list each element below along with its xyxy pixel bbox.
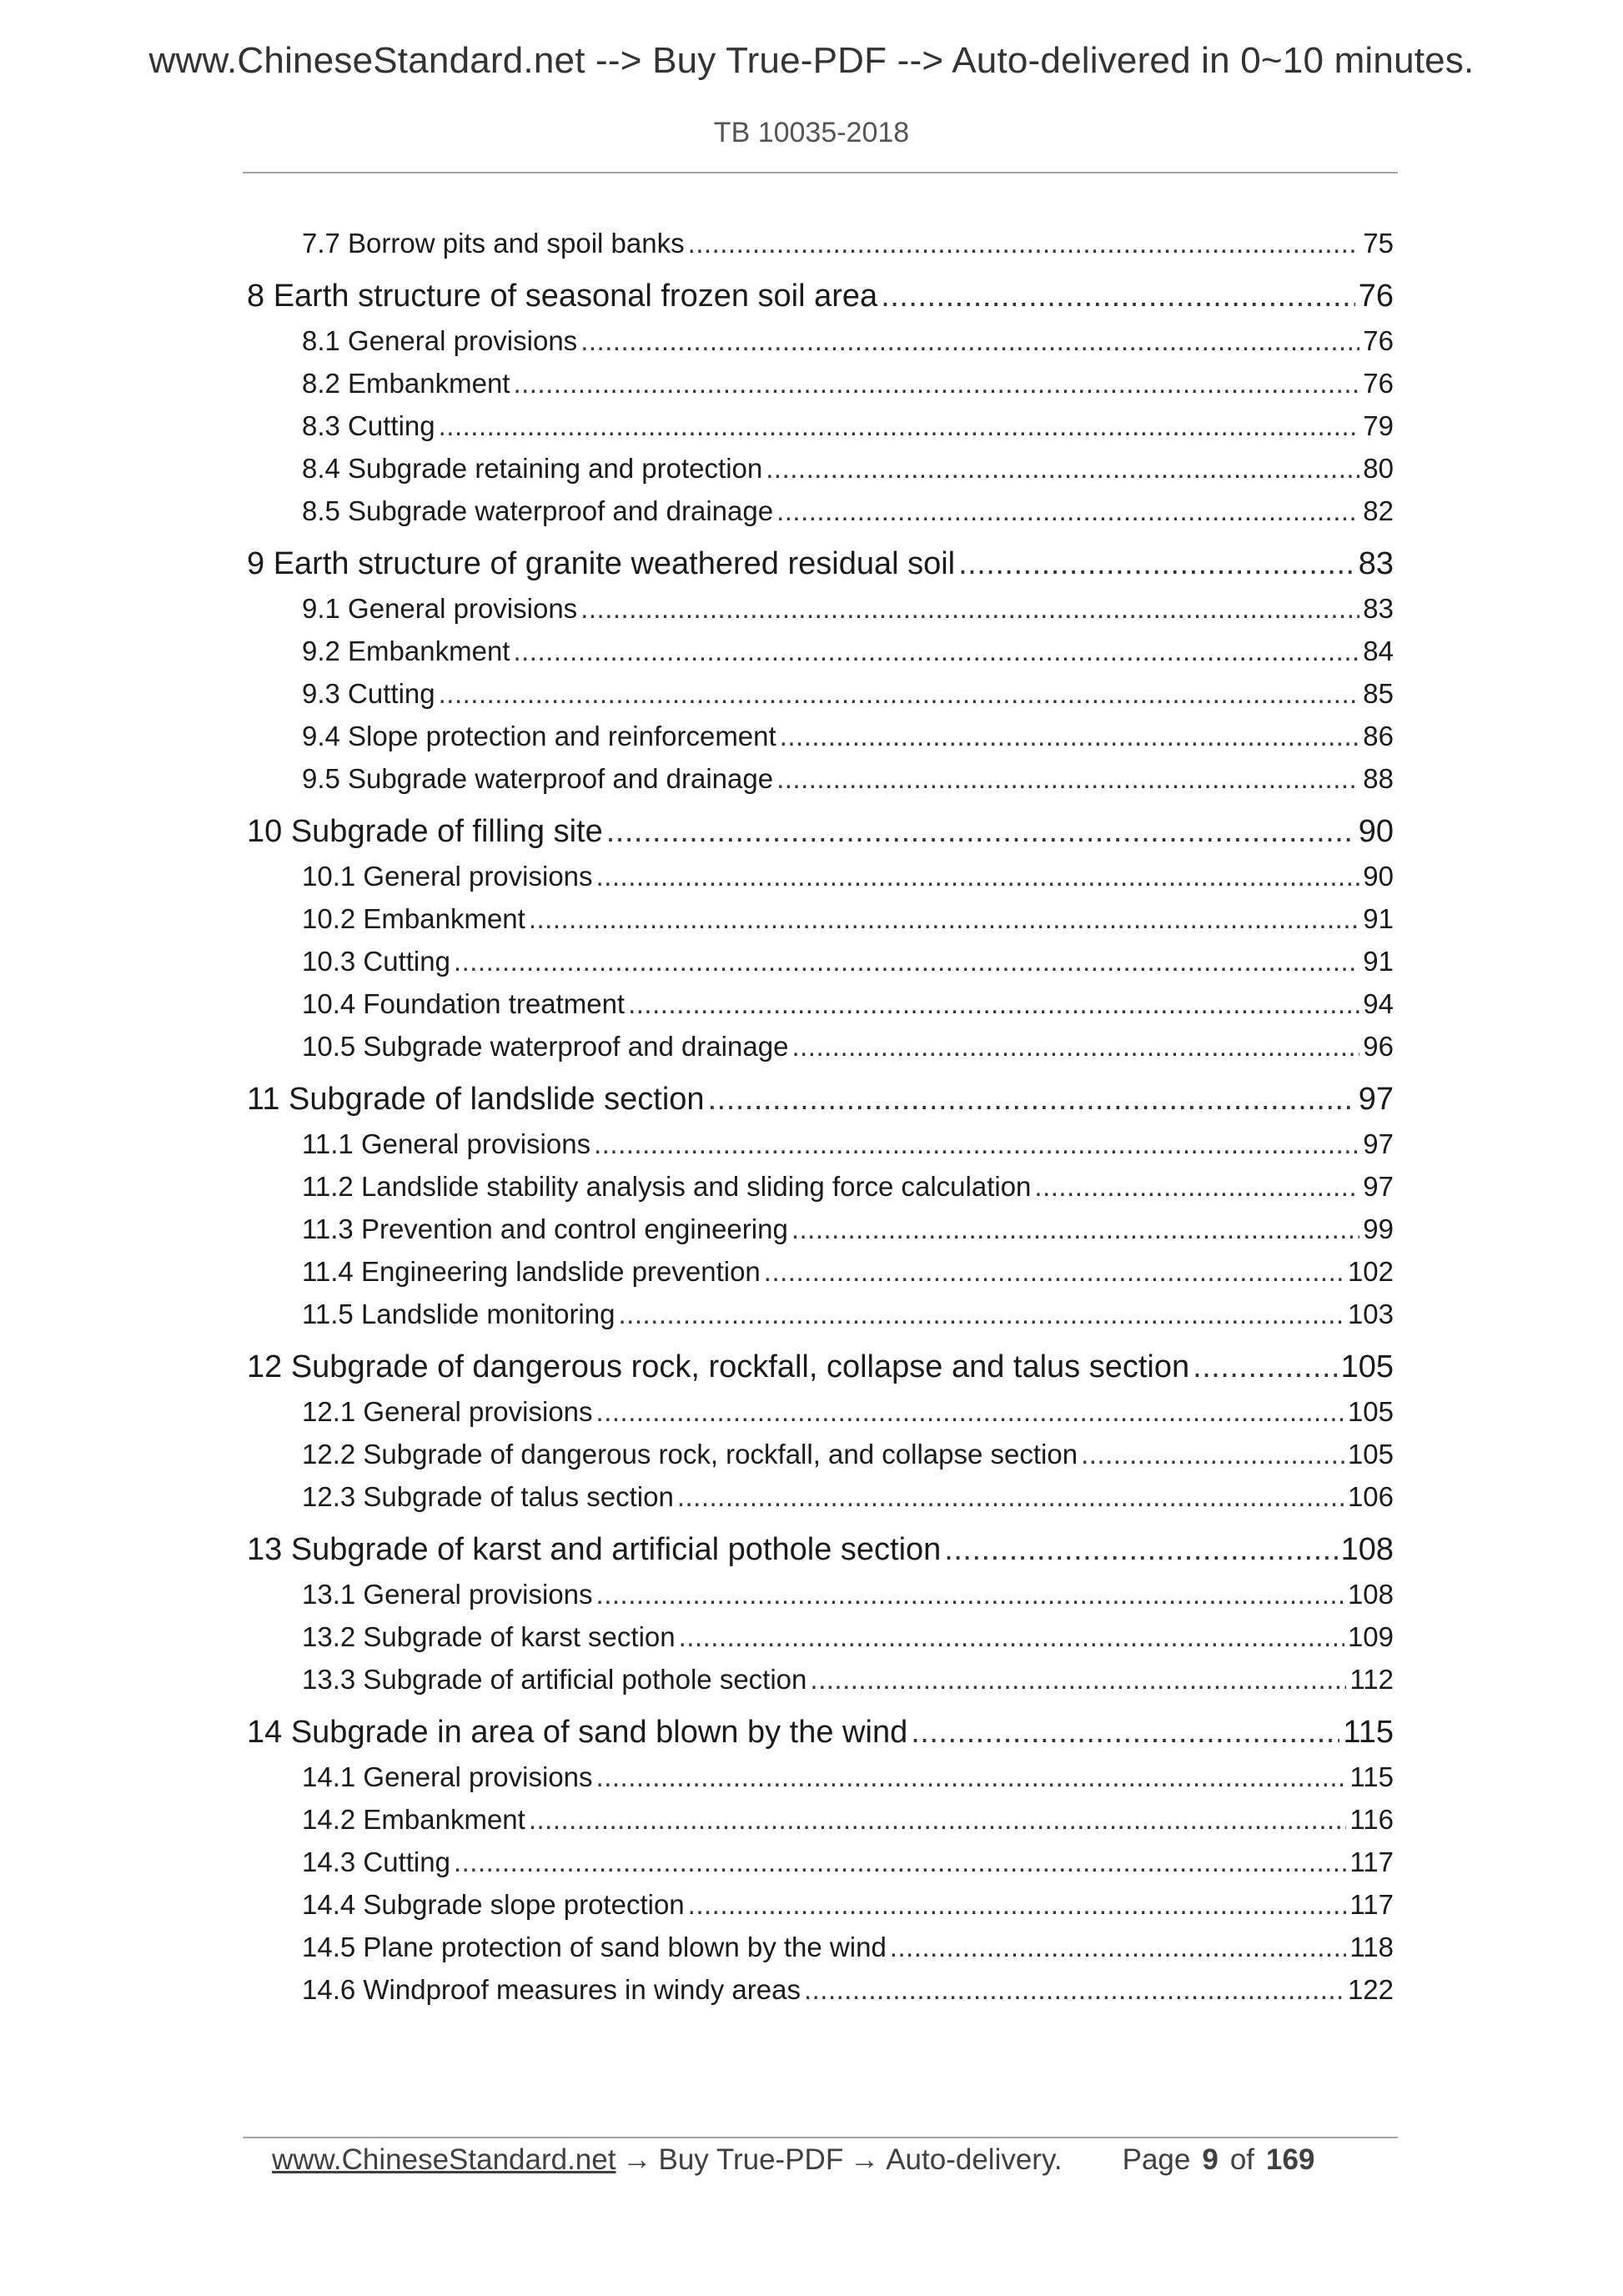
toc-dot-leader (596, 1573, 1344, 1615)
toc-entry-title: 11.4 Engineering landslide prevention (302, 1256, 761, 1287)
toc-dot-leader (594, 1123, 1359, 1165)
toc-entry-page: 91 (1363, 946, 1394, 977)
toc-entry-title: 8.5 Subgrade waterproof and drainage (302, 495, 774, 526)
toc-dot-leader (618, 1293, 1344, 1335)
toc-entry-title: 8.4 Subgrade retaining and protection (302, 453, 763, 484)
toc-dot-leader (529, 1798, 1347, 1841)
toc-entry-page: 88 (1363, 763, 1394, 794)
toc-dot-leader (454, 1841, 1346, 1883)
toc-section-entry[interactable] (302, 1798, 1394, 1841)
toc-entry-title: 10.2 Embankment (302, 903, 525, 934)
toc-entry-title: 11.2 Landslide stability analysis and sliding force calculation (302, 1171, 1032, 1202)
toc-entry-title: 10 Subgrade of filling site (247, 814, 603, 849)
toc-entry-page: 116 (1349, 1804, 1394, 1835)
toc-entry-title: 13.2 Subgrade of karst section (302, 1621, 676, 1652)
toc-section-entry[interactable] (302, 1658, 1394, 1701)
toc-entry-page: 91 (1363, 903, 1394, 934)
toc-entry-page: 83 (1363, 593, 1394, 624)
toc-section-entry[interactable] (302, 222, 1394, 264)
toc-entry-page: 99 (1363, 1213, 1394, 1244)
toc-entry-title: 8.2 Embankment (302, 368, 510, 399)
toc-section-entry[interactable] (302, 1208, 1394, 1250)
toc-section-entry[interactable] (302, 362, 1394, 404)
toc-section-entry[interactable] (302, 757, 1394, 800)
toc-dot-leader (513, 630, 1359, 672)
toc-entry-page: 96 (1363, 1031, 1394, 1062)
toc-entry-title: 12.2 Subgrade of dangerous rock, rockfall, and collapse section (302, 1439, 1078, 1470)
toc-section-entry[interactable] (302, 1250, 1394, 1293)
toc-entry-page: 115 (1343, 1715, 1394, 1750)
toc-entry-page: 90 (1358, 814, 1394, 849)
toc-entry-page: 75 (1363, 228, 1394, 259)
toc-dot-leader (677, 1475, 1344, 1518)
toc-entry-title: 11.5 Landslide monitoring (302, 1299, 616, 1329)
toc-entry-page: 76 (1363, 325, 1394, 356)
toc-entry-page: 83 (1358, 546, 1394, 581)
toc-dot-leader (596, 1756, 1347, 1798)
toc-dot-leader (944, 1527, 1337, 1573)
toc-entry-title: 14.1 General provisions (302, 1761, 593, 1792)
toc-section-entry[interactable] (302, 490, 1394, 532)
toc-entry-page: 105 (1347, 1396, 1394, 1427)
toc-entry-page: 97 (1358, 1082, 1394, 1117)
toc-entry-title: 14.2 Embankment (302, 1804, 525, 1835)
toc-section-entry[interactable] (302, 587, 1394, 630)
toc-entry-page: 105 (1347, 1439, 1394, 1470)
toc-entry-title: 13.1 General provisions (302, 1579, 593, 1610)
toc-dot-leader (810, 1658, 1346, 1701)
toc-entry-title: 13 Subgrade of karst and artificial pothole section (247, 1532, 942, 1567)
toc-section-entry[interactable] (302, 1165, 1394, 1208)
toc-section-entry[interactable] (302, 1756, 1394, 1798)
toc-dot-leader (679, 1615, 1344, 1658)
toc-section-entry[interactable] (302, 715, 1394, 757)
toc-dot-leader (596, 855, 1360, 897)
toc-dot-leader (708, 1077, 1355, 1123)
toc-dot-leader (1193, 1344, 1337, 1390)
toc-entry-page: 86 (1363, 721, 1394, 751)
toc-section-entry[interactable] (302, 447, 1394, 490)
toc-section-entry[interactable] (302, 630, 1394, 672)
toc-dot-leader (596, 1390, 1344, 1433)
arrow-right-icon: → (850, 2143, 880, 2176)
toc-dot-leader (439, 404, 1360, 447)
toc-chapter-entry[interactable] (247, 1077, 1394, 1123)
buy-text: Buy True-PDF (658, 2143, 844, 2176)
toc-entry-page: 118 (1349, 1932, 1394, 1962)
toc-entry-page: 103 (1347, 1299, 1394, 1329)
toc-dot-leader (791, 1025, 1359, 1068)
toc-entry-page: 94 (1363, 988, 1394, 1019)
toc-section-entry[interactable] (302, 1123, 1394, 1165)
toc-section-entry[interactable] (302, 1841, 1394, 1883)
toc-entry-title: 14.6 Windproof measures in windy areas (302, 1974, 801, 2005)
delivery-text: Auto-delivery. (886, 2143, 1063, 2176)
toc-entry-page: 112 (1349, 1664, 1394, 1695)
total-pages: 169 (1266, 2143, 1315, 2176)
toc-dot-leader (881, 274, 1355, 319)
toc-chapter-entry[interactable] (247, 1710, 1394, 1756)
toc-section-entry[interactable] (302, 897, 1394, 940)
toc-dot-leader (776, 757, 1359, 800)
toc-entry-title: 9.5 Subgrade waterproof and drainage (302, 763, 774, 794)
toc-section-entry[interactable] (302, 1475, 1394, 1518)
toc-entry-title: 14.4 Subgrade slope protection (302, 1889, 685, 1920)
toc-entry-page: 117 (1349, 1846, 1394, 1877)
toc-entry-page: 76 (1358, 279, 1394, 314)
page-label: Page (1122, 2143, 1191, 2176)
footer (272, 2143, 1389, 2177)
toc-entry-page: 102 (1347, 1256, 1394, 1287)
toc-section-entry[interactable] (302, 672, 1394, 715)
toc-section-entry[interactable] (302, 1926, 1394, 1968)
toc-dot-leader (606, 809, 1355, 855)
toc-dot-leader (766, 447, 1359, 490)
toc-dot-leader (688, 222, 1360, 264)
toc-entry-page: 97 (1363, 1171, 1394, 1202)
toc-chapter-entry[interactable] (247, 1344, 1394, 1390)
arrow-right-icon: → (622, 2143, 652, 2176)
toc-section-entry[interactable] (302, 1293, 1394, 1335)
toc-dot-leader (804, 1968, 1344, 2011)
toc-entry-title: 8 Earth structure of seasonal frozen soil area (247, 279, 878, 314)
toc-entry-title: 10.1 General provisions (302, 861, 593, 892)
header-divider (243, 172, 1398, 173)
toc-chapter-entry[interactable] (247, 809, 1394, 855)
toc-entry-page: 115 (1349, 1761, 1394, 1792)
toc-dot-leader (764, 1250, 1344, 1293)
toc-section-entry[interactable] (302, 319, 1394, 362)
toc-entry-page: 105 (1340, 1349, 1394, 1384)
toc-entry-title: 11 Subgrade of landslide section (247, 1082, 705, 1117)
toc-dot-leader (776, 490, 1359, 532)
toc-dot-leader (911, 1710, 1339, 1756)
toc-section-entry[interactable] (302, 855, 1394, 897)
toc-entry-title: 9 Earth structure of granite weathered residual soil (247, 546, 956, 581)
toc-entry-page: 122 (1347, 1974, 1394, 2005)
toc-dot-leader (780, 715, 1360, 757)
toc-entry-page: 90 (1363, 861, 1394, 892)
toc-dot-leader (890, 1926, 1347, 1968)
toc-section-entry[interactable] (302, 1025, 1394, 1068)
toc-dot-leader (529, 897, 1359, 940)
page-number: 9 (1202, 2143, 1219, 2176)
toc-dot-leader (580, 319, 1359, 362)
toc-dot-leader (1081, 1433, 1344, 1475)
toc-chapter-entry[interactable] (247, 541, 1394, 587)
toc-entry-page: 84 (1363, 636, 1394, 666)
toc-entry-title: 9.2 Embankment (302, 636, 510, 666)
toc-dot-leader (958, 541, 1355, 587)
toc-entry-title: 12.3 Subgrade of talus section (302, 1481, 674, 1512)
toc-dot-leader (454, 940, 1359, 982)
toc-entry-title: 10.4 Foundation treatment (302, 988, 626, 1019)
toc-section-entry[interactable] (302, 1573, 1394, 1615)
footer-divider (243, 2137, 1398, 2138)
toc-section-entry[interactable] (302, 940, 1394, 982)
top-banner[interactable]: www.ChineseStandard.net --> Buy True-PDF --> Auto-delivered in 0~10 minutes. (148, 40, 1475, 81)
toc-entry-title: 9.3 Cutting (302, 678, 435, 709)
toc-chapter-entry[interactable] (247, 1527, 1394, 1573)
toc-entry-title: 11.1 General provisions (302, 1128, 591, 1159)
toc-dot-leader (513, 362, 1359, 404)
toc-entry-title: 10.5 Subgrade waterproof and drainage (302, 1031, 789, 1062)
toc-entry-page: 79 (1363, 410, 1394, 441)
toc-dot-leader (580, 587, 1359, 630)
toc-entry-page: 108 (1340, 1532, 1394, 1567)
toc-dot-leader (688, 1883, 1347, 1926)
toc-section-entry[interactable] (302, 982, 1394, 1025)
toc-entry-title: 14.3 Cutting (302, 1846, 450, 1877)
toc-dot-leader (628, 982, 1359, 1025)
toc-chapter-entry[interactable] (247, 274, 1394, 319)
toc-section-entry[interactable] (302, 1615, 1394, 1658)
toc-entry-title: 9.4 Slope protection and reinforcement (302, 721, 776, 751)
toc-entry-page: 82 (1363, 495, 1394, 526)
toc-entry-page: 117 (1349, 1889, 1394, 1920)
toc-section-entry[interactable] (302, 1390, 1394, 1433)
toc-section-entry[interactable] (302, 1883, 1394, 1926)
site-link[interactable]: www.ChineseStandard.net (272, 2143, 616, 2176)
toc-section-entry[interactable] (302, 404, 1394, 447)
toc-entry-page: 80 (1363, 453, 1394, 484)
toc-entry-title: 14 Subgrade in area of sand blown by the wind (247, 1715, 908, 1750)
toc-entry-page: 109 (1347, 1621, 1394, 1652)
toc-entry-page: 76 (1363, 368, 1394, 399)
toc-entry-title: 8.3 Cutting (302, 410, 435, 441)
toc-entry-page: 108 (1347, 1579, 1394, 1610)
toc-entry-page: 85 (1363, 678, 1394, 709)
toc-entry-title: 14.5 Plane protection of sand blown by the wind (302, 1932, 887, 1962)
toc-entry-title: 9.1 General provisions (302, 593, 578, 624)
toc-entry-title: 10.3 Cutting (302, 946, 450, 977)
toc-entry-title: 12 Subgrade of dangerous rock, rockfall, collapse and talus section (247, 1349, 1190, 1384)
table-of-contents (247, 222, 1394, 2011)
toc-entry-title: 8.1 General provisions (302, 325, 578, 356)
toc-dot-leader (1034, 1165, 1359, 1208)
of-label: of (1229, 2143, 1255, 2176)
toc-entry-title: 13.3 Subgrade of artificial pothole section (302, 1664, 807, 1695)
toc-dot-leader (791, 1208, 1359, 1250)
toc-entry-title: 7.7 Borrow pits and spoil banks (302, 228, 685, 259)
toc-dot-leader (439, 672, 1360, 715)
toc-entry-title: 12.1 General provisions (302, 1396, 593, 1427)
toc-section-entry[interactable] (302, 1968, 1394, 2011)
toc-entry-page: 97 (1363, 1128, 1394, 1159)
document-code: TB 10035-2018 (713, 117, 910, 148)
toc-entry-page: 106 (1347, 1481, 1394, 1512)
toc-entry-title: 11.3 Prevention and control engineering (302, 1213, 788, 1244)
toc-section-entry[interactable] (302, 1433, 1394, 1475)
